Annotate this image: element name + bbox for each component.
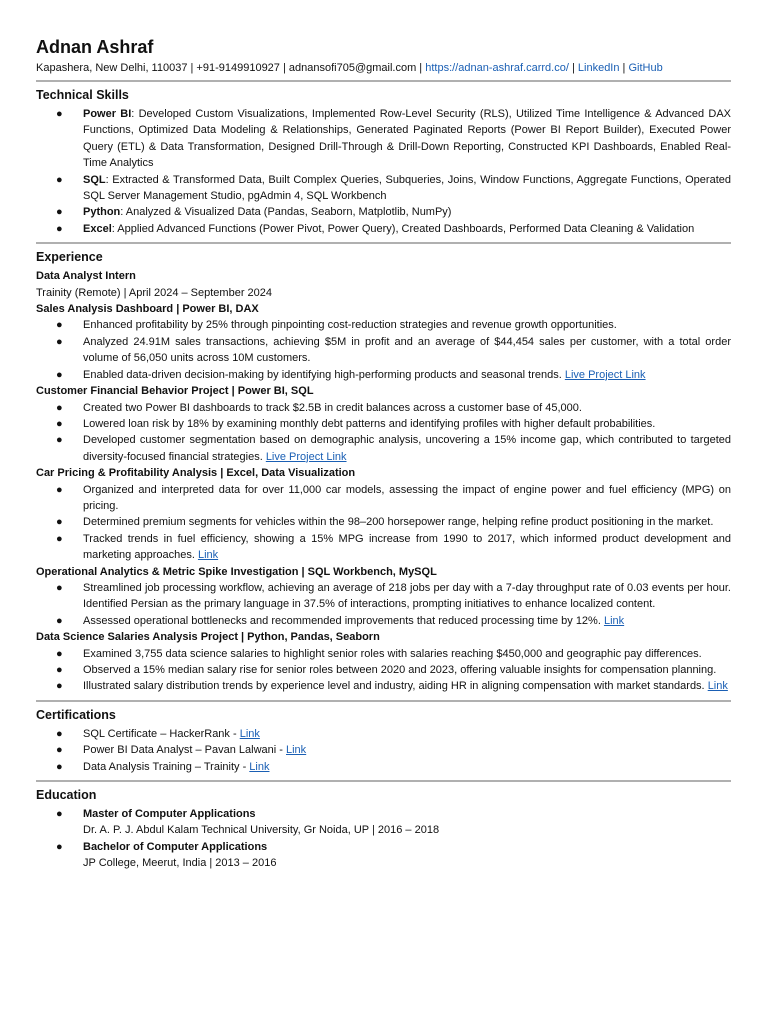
list-item (36, 580, 731, 613)
skill-label: Excel (83, 222, 112, 235)
project-bullets (36, 580, 731, 629)
certification-link[interactable]: Link (286, 744, 307, 757)
project-link[interactable]: Live Project Link (564, 368, 646, 381)
bullet-icon: ● (56, 401, 63, 414)
project-link[interactable]: Link (707, 680, 728, 693)
certification-link[interactable]: Link (239, 727, 260, 740)
list-item (36, 317, 731, 333)
bullet-text: Examined 3,755 data science salaries to highlight senior roles with salaries reaching $450,000 and geographic pay differences. (83, 647, 702, 660)
section-divider (36, 242, 731, 244)
bullet-text: Tracked trends in fuel efficiency, showing a 15% MPG increase from 1990 to 2017, which informed product development and marketing approaches. (83, 532, 731, 562)
education-item (36, 806, 731, 839)
project-bullets (36, 317, 731, 383)
bullet-icon: ● (56, 614, 63, 627)
section-title-certifications: Certifications (36, 707, 116, 722)
github-link[interactable]: GitHub (628, 62, 663, 74)
project-bullets (36, 482, 731, 564)
skill-item (36, 221, 731, 237)
project-link[interactable]: Link (197, 549, 219, 562)
bullet-text: Streamlined job processing workflow, achieving an average of 218 jobs per day with a 7-day throughput rate of 0.03 events per hour. Identified Persian as the primary language in 37.5% of interactions, prompting initiatives to enhance localized content. (83, 581, 731, 611)
bullet-icon: ● (56, 173, 63, 186)
bullet-text: Created two Power BI dashboards to track $2.5B in credit balances across a customer base of 45,000. (83, 401, 582, 414)
bullet-icon: ● (56, 206, 63, 219)
list-item (36, 514, 731, 530)
education-list (36, 806, 731, 872)
list-item (36, 482, 731, 515)
section-divider (36, 780, 731, 782)
bullet-text: Observed a 15% median salary rise for senior roles between 2020 and 2023, offering valuable insights for compensation planning. (83, 664, 717, 676)
list-item (36, 367, 731, 383)
list-item (36, 400, 731, 416)
project-link[interactable]: Link (603, 614, 625, 627)
bullet-icon: ● (56, 516, 63, 529)
website-link[interactable]: https://adnan-ashraf.carrd.co/ (425, 62, 569, 74)
skill-item (36, 204, 731, 220)
skill-label: Power BI (83, 108, 132, 120)
job-meta: Trainity (Remote) | April 2024 – September 2024 (36, 286, 273, 299)
bullet-icon: ● (56, 417, 63, 430)
section-title-experience: Experience (36, 250, 103, 265)
list-item (36, 646, 731, 662)
skill-label: Python (83, 206, 121, 219)
certification-item (36, 759, 731, 775)
bullet-icon: ● (56, 222, 63, 235)
contact-text: Kapashera, New Delhi, 110037 | +91-9149910927 | adnansofi705@gmail.com | (36, 62, 426, 74)
bullet-text: Developed customer segmentation based on demographic analysis, uncovering a 15% income gap, which contributed to targeted diversity-focused financial strategies. (83, 434, 731, 463)
bullet-icon: ● (56, 727, 63, 740)
project-bullets (36, 400, 731, 466)
list-item (36, 678, 731, 694)
contact-line (36, 61, 731, 75)
certification-link[interactable]: Link (249, 760, 270, 773)
bullet-icon: ● (56, 368, 63, 381)
skills-list (36, 106, 731, 237)
section-title-education: Education (36, 788, 97, 803)
project-title: Operational Analytics & Metric Spike Investigation | SQL Workbench, MySQL (36, 565, 437, 578)
bullet-icon: ● (56, 532, 63, 545)
list-item (36, 334, 731, 367)
bullet-icon: ● (56, 319, 63, 332)
list-item (36, 432, 731, 465)
bullet-text: Determined premium segments for vehicles within the 98–200 horsepower range, helping refine product positioning in the market. (83, 516, 714, 529)
bullet-icon: ● (56, 581, 63, 594)
section-divider (36, 80, 731, 82)
bullet-text: Enhanced profitability by 25% through pinpointing cost-reduction strategies and revenue growth opportunities. (83, 319, 617, 332)
skill-item (36, 172, 731, 205)
degree-name: Master of Computer Applications (83, 808, 256, 821)
project-title: Car Pricing & Profitability Analysis | Excel, Data Visualization (36, 467, 356, 480)
project-title: Customer Financial Behavior Project | Power BI, SQL (36, 385, 314, 398)
project-title: Sales Analysis Dashboard | Power BI, DAX (36, 303, 259, 316)
skill-text: : Developed Custom Visualizations, Implemented Row-Level Security (RLS), Utilized Time Intelligence & Advanced DAX Functions, Optimized Data Modeling & Relationships, Generated Paginated Reports (Power BI Report Builder), Executed Power Query (ETL) & Data Transformation, Designed Drill-Through & Drill-Down Reporting, Constructed KPI Dashboards, Enabled Real-Time Analytics (83, 108, 731, 170)
certification-item (36, 726, 731, 742)
certifications-list (36, 726, 731, 775)
section-title-skills: Technical Skills (36, 88, 129, 102)
bullet-text: Organized and interpreted data for over 11,000 car models, assessing the impact of engine power and fuel efficiency (MPG) on pricing. (83, 483, 731, 512)
contact-sep: | (619, 62, 629, 74)
bullet-icon: ● (56, 647, 63, 660)
bullet-icon: ● (56, 680, 63, 693)
education-item (36, 839, 731, 872)
certification-text: Power BI Data Analyst – Pavan Lalwani - (83, 744, 286, 757)
project-bullets (36, 646, 731, 695)
job-role: Data Analyst Intern (36, 270, 136, 283)
list-item (36, 662, 731, 678)
degree-detail: JP College, Meerut, India | 2013 – 2016 (83, 857, 277, 870)
skill-text: : Analyzed & Visualized Data (Pandas, Seaborn, Matplotlib, NumPy) (120, 206, 452, 219)
skill-label: SQL (83, 173, 106, 186)
bullet-icon: ● (56, 664, 63, 676)
degree-detail: Dr. A. P. J. Abdul Kalam Technical University, Gr Noida, UP | 2016 – 2018 (83, 824, 440, 837)
bullet-icon: ● (56, 808, 63, 821)
bullet-text: Assessed operational bottlenecks and recommended improvements that reduced processing time by 12%. (83, 614, 604, 627)
list-item (36, 416, 731, 432)
certification-text: Data Analysis Training – Trainity - (83, 760, 250, 773)
list-item (36, 613, 731, 629)
degree-name: Bachelor of Computer Applications (83, 840, 268, 853)
bullet-text: Enabled data-driven decision-making by identifying high-performing products and seasonal trends. (83, 368, 565, 381)
skill-text: : Extracted & Transformed Data, Built Complex Queries, Subqueries, Joins, Window Functions, Aggregate Functions, Operated SQL Server Management Studio, pgAdmin 4, SQL Workbench (83, 173, 731, 203)
bullet-icon: ● (56, 840, 63, 853)
project-title: Data Science Salaries Analysis Project | Python, Pandas, Seaborn (36, 631, 380, 644)
linkedin-link[interactable]: LinkedIn (577, 62, 620, 74)
certification-text: SQL Certificate – HackerRank - (83, 727, 240, 740)
bullet-text: Lowered loan risk by 18% by examining monthly debt patterns and identifying profiles with higher default probabilities. (83, 417, 656, 430)
bullet-icon: ● (56, 108, 63, 120)
project-link[interactable]: Live Project Link (265, 450, 347, 463)
skill-text: : Applied Advanced Functions (Power Pivot, Power Query), Created Dashboards, Performed Data Cleaning & Validation (111, 222, 695, 235)
bullet-icon: ● (56, 434, 63, 447)
bullet-icon: ● (56, 760, 63, 773)
bullet-text: Illustrated salary distribution trends by experience level and industry, aiding HR in aligning compensation with market standards. (83, 680, 708, 693)
bullet-icon: ● (56, 335, 63, 348)
resume-page (36, 36, 731, 872)
bullet-text: Analyzed 24.91M sales transactions, achieving $5M in profit and an average of $44,454 sales per customer, with a total order volume of 56,050 units across 10M customers. (83, 335, 731, 365)
contact-sep: | (568, 62, 578, 74)
skill-item (36, 106, 731, 172)
list-item (36, 531, 731, 564)
bullet-icon: ● (56, 744, 63, 757)
candidate-name: Adnan Ashraf (36, 37, 154, 57)
section-divider (36, 700, 731, 702)
certification-item (36, 742, 731, 758)
bullet-icon: ● (56, 483, 63, 496)
